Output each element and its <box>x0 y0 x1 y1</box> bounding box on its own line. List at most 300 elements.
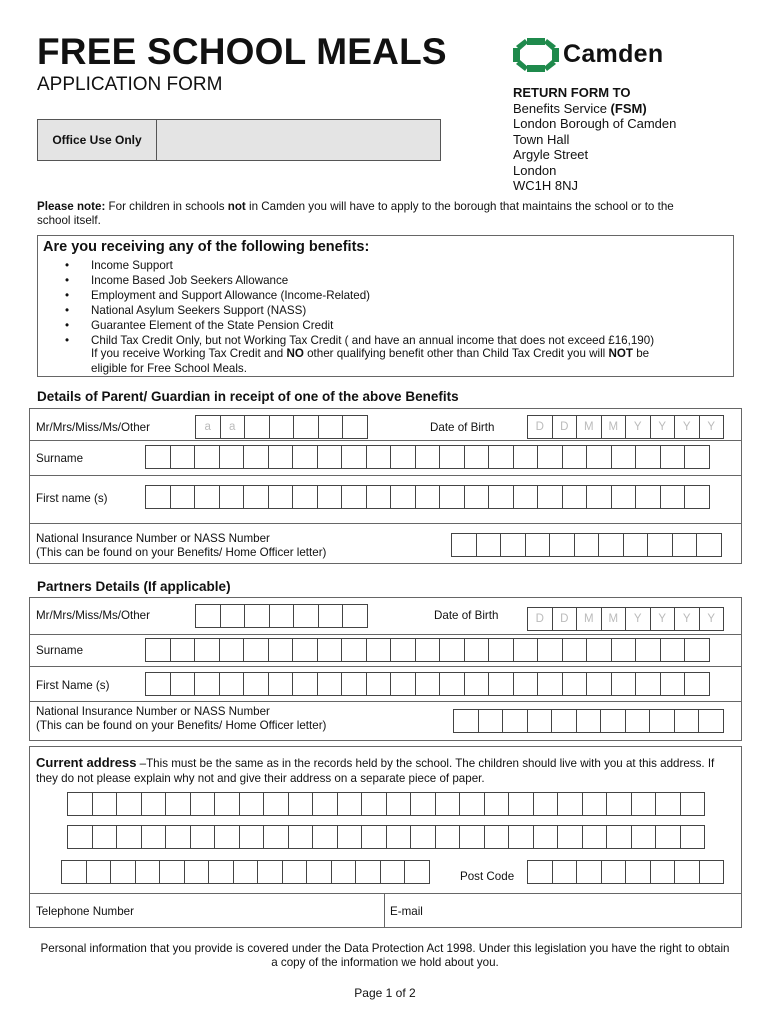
char-box[interactable] <box>557 825 583 849</box>
char-box[interactable] <box>680 792 706 816</box>
char-box[interactable] <box>537 638 563 662</box>
char-box[interactable] <box>453 709 479 733</box>
char-box[interactable] <box>635 638 661 662</box>
char-box[interactable] <box>243 445 269 469</box>
char-box[interactable] <box>61 860 87 884</box>
char-box[interactable] <box>194 445 220 469</box>
benefits-heading: Are you receiving any of the following benefits: <box>43 239 370 255</box>
char-box[interactable] <box>184 860 210 884</box>
char-box[interactable] <box>288 825 314 849</box>
char-box[interactable] <box>366 638 392 662</box>
char-box[interactable] <box>355 860 381 884</box>
char-box[interactable]: Y <box>625 607 651 631</box>
benefit-item: • Employment and Support Allowance (Income-Related) <box>61 288 654 303</box>
parent-title-boxes[interactable] <box>195 415 368 439</box>
char-box[interactable] <box>611 445 637 469</box>
char-box[interactable] <box>195 604 221 628</box>
char-box[interactable] <box>170 638 196 662</box>
parent-dob-label: Date of Birth <box>430 421 495 434</box>
char-box[interactable] <box>116 825 142 849</box>
char-box[interactable] <box>488 638 514 662</box>
char-box[interactable] <box>318 415 344 439</box>
char-box[interactable] <box>586 445 612 469</box>
char-box[interactable] <box>282 860 308 884</box>
char-box[interactable] <box>288 792 314 816</box>
char-box[interactable] <box>86 860 112 884</box>
partner-firstname-boxes[interactable] <box>145 672 710 696</box>
char-box[interactable] <box>92 825 118 849</box>
char-box[interactable] <box>625 860 651 884</box>
char-box[interactable] <box>243 672 269 696</box>
char-box[interactable] <box>165 792 191 816</box>
char-box[interactable] <box>660 485 686 509</box>
char-box[interactable] <box>342 604 368 628</box>
char-box[interactable] <box>439 672 465 696</box>
char-box[interactable] <box>318 604 344 628</box>
char-box[interactable] <box>404 860 430 884</box>
char-box[interactable] <box>660 445 686 469</box>
char-box[interactable] <box>513 445 539 469</box>
camden-logo-text: Camden <box>563 40 664 68</box>
char-box[interactable] <box>464 672 490 696</box>
char-box[interactable] <box>484 825 510 849</box>
char-box[interactable] <box>141 825 167 849</box>
char-box[interactable] <box>488 485 514 509</box>
char-box[interactable] <box>208 860 234 884</box>
char-box[interactable]: Y <box>650 415 676 439</box>
benefits-panel <box>37 235 734 377</box>
char-box[interactable] <box>337 825 363 849</box>
char-box[interactable] <box>170 485 196 509</box>
char-box[interactable] <box>243 638 269 662</box>
return-heading: RETURN FORM TO <box>513 85 631 100</box>
char-box[interactable] <box>631 792 657 816</box>
char-box[interactable] <box>306 860 332 884</box>
address-line-1-boxes[interactable] <box>67 792 705 816</box>
char-box[interactable] <box>684 485 710 509</box>
partner-panel <box>29 597 742 741</box>
note-text: For children in schools <box>105 200 228 213</box>
char-box[interactable] <box>611 485 637 509</box>
address-panel <box>29 746 742 928</box>
wtc-text: If you receive Working Tax Credit and <box>91 347 287 360</box>
form-title: FREE SCHOOL MEALS <box>37 31 447 72</box>
char-box[interactable] <box>464 638 490 662</box>
char-box[interactable] <box>145 638 171 662</box>
char-box[interactable] <box>696 533 722 557</box>
char-box[interactable] <box>699 860 725 884</box>
char-box[interactable] <box>552 860 578 884</box>
char-box[interactable] <box>439 445 465 469</box>
char-box[interactable] <box>562 672 588 696</box>
row-divider <box>30 634 741 635</box>
partner-firstname-label: First Name (s) <box>36 679 110 692</box>
telephone-field[interactable] <box>31 894 383 926</box>
email-field[interactable] <box>386 894 740 926</box>
char-box[interactable] <box>684 445 710 469</box>
char-box[interactable] <box>525 533 551 557</box>
benefit-item: • National Asylum Seekers Support (NASS) <box>61 303 654 318</box>
char-box[interactable]: Y <box>674 607 700 631</box>
office-use-label: Office Use Only <box>38 120 157 160</box>
char-box[interactable] <box>611 638 637 662</box>
char-box[interactable] <box>312 792 338 816</box>
char-box[interactable] <box>582 825 608 849</box>
char-box[interactable] <box>312 825 338 849</box>
char-box[interactable] <box>390 638 416 662</box>
parent-dob-boxes[interactable] <box>527 415 724 439</box>
char-box[interactable] <box>586 638 612 662</box>
char-box[interactable] <box>574 533 600 557</box>
char-box[interactable] <box>674 709 700 733</box>
char-box[interactable] <box>243 485 269 509</box>
char-box[interactable] <box>576 709 602 733</box>
char-box[interactable] <box>476 533 502 557</box>
return-line: London <box>513 162 557 178</box>
char-box[interactable] <box>67 792 93 816</box>
char-box[interactable] <box>484 792 510 816</box>
partner-ni-label: National Insurance Number or NASS Number <box>36 705 270 718</box>
char-box[interactable] <box>435 792 461 816</box>
char-box[interactable] <box>110 860 136 884</box>
row-divider <box>30 475 741 476</box>
parent-surname-boxes[interactable] <box>145 445 710 469</box>
char-box[interactable] <box>502 709 528 733</box>
char-box[interactable] <box>194 672 220 696</box>
char-box[interactable]: Y <box>625 415 651 439</box>
char-box[interactable] <box>625 709 651 733</box>
char-box[interactable] <box>219 445 245 469</box>
char-box[interactable] <box>219 485 245 509</box>
char-box[interactable] <box>341 445 367 469</box>
char-box[interactable] <box>244 415 270 439</box>
char-box[interactable] <box>269 604 295 628</box>
column-divider <box>384 893 385 927</box>
return-address <box>513 85 676 194</box>
char-box[interactable] <box>410 792 436 816</box>
wtc-text: be <box>632 347 650 360</box>
char-box[interactable] <box>660 672 686 696</box>
char-box[interactable] <box>500 533 526 557</box>
postcode-label: Post Code <box>460 870 515 883</box>
char-box[interactable] <box>214 792 240 816</box>
char-box[interactable] <box>269 415 295 439</box>
partner-title-boxes[interactable] <box>195 604 368 628</box>
partner-dob-label: Date of Birth <box>434 609 499 622</box>
char-box[interactable] <box>684 638 710 662</box>
char-box[interactable] <box>655 792 681 816</box>
char-box[interactable]: Y <box>650 607 676 631</box>
partner-ni-boxes[interactable] <box>453 709 724 733</box>
char-box[interactable] <box>292 485 318 509</box>
partner-ni-note: (This can be found on your Benefits/ Home Officer letter) <box>36 719 327 732</box>
char-box[interactable] <box>635 672 661 696</box>
char-box[interactable] <box>698 709 724 733</box>
char-box[interactable] <box>415 485 441 509</box>
char-box[interactable]: D <box>552 415 578 439</box>
char-box[interactable] <box>170 445 196 469</box>
char-box[interactable] <box>680 825 706 849</box>
char-box[interactable] <box>257 860 283 884</box>
char-box[interactable] <box>342 415 368 439</box>
char-box[interactable] <box>611 672 637 696</box>
row-divider <box>30 666 741 667</box>
row-divider <box>30 523 741 524</box>
char-box[interactable] <box>190 825 216 849</box>
char-box[interactable] <box>159 860 185 884</box>
char-box[interactable] <box>439 485 465 509</box>
return-line: WC1H 8NJ <box>513 178 579 193</box>
char-box[interactable] <box>386 792 412 816</box>
char-box[interactable] <box>435 825 461 849</box>
char-box[interactable] <box>451 533 477 557</box>
char-box[interactable]: M <box>601 415 627 439</box>
partner-surname-boxes[interactable] <box>145 638 710 662</box>
char-box[interactable] <box>390 672 416 696</box>
char-box[interactable] <box>190 792 216 816</box>
telephone-label: Telephone Number <box>36 905 134 918</box>
return-line: Town Hall <box>513 131 570 147</box>
address-line-2-boxes[interactable] <box>67 825 705 849</box>
please-note <box>37 200 707 228</box>
char-box[interactable] <box>660 638 686 662</box>
postcode-boxes[interactable] <box>527 860 724 884</box>
char-box[interactable] <box>317 445 343 469</box>
char-box[interactable] <box>219 638 245 662</box>
char-box[interactable] <box>527 709 553 733</box>
char-box[interactable] <box>533 825 559 849</box>
char-box[interactable] <box>170 672 196 696</box>
char-box[interactable] <box>317 485 343 509</box>
char-box[interactable]: M <box>576 415 602 439</box>
wtc-bold: NO <box>286 347 304 360</box>
return-dept-code: (FSM) <box>610 100 647 116</box>
char-box[interactable] <box>459 792 485 816</box>
char-box[interactable] <box>508 792 534 816</box>
char-box[interactable] <box>165 825 191 849</box>
char-box[interactable] <box>635 445 661 469</box>
char-box[interactable] <box>293 415 319 439</box>
benefit-item: • Child Tax Credit Only, but not Working Tax Credit ( and have an annual income that does not exceed £16,190) <box>61 333 654 348</box>
char-box[interactable]: D <box>552 607 578 631</box>
address-text: –This must be the same as in the records held by the school. The children should live with you at this address. If they do not please explain why not and give their address on a separate piece of paper. <box>36 757 715 785</box>
char-box[interactable] <box>116 792 142 816</box>
char-box[interactable] <box>317 638 343 662</box>
char-box[interactable] <box>415 445 441 469</box>
char-box[interactable] <box>341 638 367 662</box>
char-box[interactable] <box>606 792 632 816</box>
char-box[interactable] <box>366 445 392 469</box>
wtc-text: other qualifying benefit other than Child Tax Credit you will <box>303 347 609 360</box>
row-divider <box>30 701 741 702</box>
office-use-field[interactable] <box>157 120 440 160</box>
char-box[interactable] <box>390 485 416 509</box>
char-box[interactable] <box>390 445 416 469</box>
char-box[interactable] <box>562 485 588 509</box>
char-box[interactable] <box>361 792 387 816</box>
char-box[interactable] <box>220 604 246 628</box>
partner-dob-boxes[interactable] <box>527 607 724 631</box>
char-box[interactable] <box>649 709 675 733</box>
char-box[interactable] <box>194 638 220 662</box>
char-box[interactable] <box>623 533 649 557</box>
char-box[interactable] <box>214 825 240 849</box>
parent-surname-label: Surname <box>36 452 84 465</box>
parent-section-title: Details of Parent/ Guardian in receipt of one of the above Benefits <box>37 389 459 404</box>
partner-surname-label: Surname <box>36 644 84 657</box>
note-prefix: Please note: <box>37 200 106 213</box>
char-box[interactable] <box>366 485 392 509</box>
char-box[interactable] <box>631 825 657 849</box>
parent-firstname-label: First name (s) <box>36 492 108 505</box>
char-box[interactable] <box>537 445 563 469</box>
char-box[interactable] <box>601 860 627 884</box>
parent-ni-note: (This can be found on your Benefits/ Home Officer letter) <box>36 546 327 559</box>
camden-logo <box>513 38 683 72</box>
char-box[interactable] <box>268 445 294 469</box>
char-box[interactable] <box>586 485 612 509</box>
char-box[interactable] <box>562 445 588 469</box>
benefit-item: • Income Based Job Seekers Allowance <box>61 273 654 288</box>
char-box[interactable] <box>549 533 575 557</box>
char-box[interactable] <box>557 792 583 816</box>
char-box[interactable] <box>194 485 220 509</box>
char-box[interactable] <box>586 672 612 696</box>
char-box[interactable] <box>415 638 441 662</box>
parent-ni-boxes[interactable] <box>451 533 722 557</box>
char-box[interactable] <box>366 672 392 696</box>
char-box[interactable] <box>219 672 245 696</box>
row-divider <box>30 440 741 441</box>
char-box[interactable]: a <box>220 415 246 439</box>
char-box[interactable] <box>537 485 563 509</box>
char-box[interactable] <box>582 792 608 816</box>
char-box[interactable] <box>606 825 632 849</box>
parent-firstname-boxes[interactable] <box>145 485 710 509</box>
char-box[interactable] <box>268 485 294 509</box>
char-box[interactable] <box>145 445 171 469</box>
char-box[interactable]: Y <box>674 415 700 439</box>
char-box[interactable] <box>292 638 318 662</box>
char-box[interactable] <box>551 709 577 733</box>
char-box[interactable] <box>478 709 504 733</box>
char-box[interactable] <box>317 672 343 696</box>
char-box[interactable] <box>244 604 270 628</box>
char-box[interactable] <box>415 672 441 696</box>
char-box[interactable] <box>513 638 539 662</box>
char-box[interactable] <box>684 672 710 696</box>
char-box[interactable] <box>293 604 319 628</box>
char-box[interactable] <box>600 709 626 733</box>
char-box[interactable] <box>292 672 318 696</box>
char-box[interactable]: D <box>527 415 553 439</box>
return-dept: Benefits Service <box>513 100 611 116</box>
char-box[interactable] <box>92 792 118 816</box>
char-box[interactable] <box>233 860 259 884</box>
char-box[interactable] <box>341 485 367 509</box>
parent-title-label: Mr/Mrs/Miss/Ms/Other <box>36 421 150 434</box>
return-line: London Borough of Camden <box>513 116 677 131</box>
char-box[interactable] <box>239 825 265 849</box>
char-box[interactable] <box>331 860 357 884</box>
char-box[interactable] <box>562 638 588 662</box>
page-number: Page 1 of 2 <box>354 986 416 1000</box>
char-box[interactable]: M <box>601 607 627 631</box>
char-box[interactable] <box>337 792 363 816</box>
char-box[interactable] <box>635 485 661 509</box>
char-box[interactable] <box>239 792 265 816</box>
char-box[interactable] <box>533 792 559 816</box>
char-box[interactable] <box>268 638 294 662</box>
char-box[interactable] <box>292 445 318 469</box>
parent-ni-label: National Insurance Number or NASS Number <box>36 532 270 545</box>
email-label: E-mail <box>390 905 423 918</box>
char-box[interactable] <box>386 825 412 849</box>
char-box[interactable] <box>341 672 367 696</box>
char-box[interactable] <box>655 825 681 849</box>
char-box[interactable]: Y <box>699 607 725 631</box>
char-box[interactable] <box>380 860 406 884</box>
char-box[interactable]: M <box>576 607 602 631</box>
partner-title-label: Mr/Mrs/Miss/Ms/Other <box>36 609 150 622</box>
char-box[interactable] <box>464 445 490 469</box>
address-instructions <box>36 755 736 786</box>
char-box[interactable] <box>527 860 553 884</box>
char-box[interactable] <box>141 792 167 816</box>
char-box[interactable] <box>268 672 294 696</box>
char-box[interactable] <box>459 825 485 849</box>
char-box[interactable] <box>145 485 171 509</box>
char-box[interactable] <box>410 825 436 849</box>
char-box[interactable] <box>537 672 563 696</box>
char-box[interactable] <box>464 485 490 509</box>
char-box[interactable] <box>513 485 539 509</box>
char-box[interactable] <box>672 533 698 557</box>
char-box[interactable] <box>263 792 289 816</box>
char-box[interactable] <box>361 825 387 849</box>
return-line <box>513 101 676 117</box>
char-box[interactable]: Y <box>699 415 725 439</box>
parent-panel <box>29 408 742 564</box>
char-box[interactable] <box>598 533 624 557</box>
note-text: in Camden you will have to apply to the borough that maintains the school or to the school itself. <box>37 200 674 227</box>
office-use-box <box>37 119 441 161</box>
char-box[interactable]: a <box>195 415 221 439</box>
char-box[interactable] <box>674 860 700 884</box>
char-box[interactable] <box>650 860 676 884</box>
char-box[interactable] <box>439 638 465 662</box>
wtc-note <box>91 346 649 376</box>
char-box[interactable] <box>576 860 602 884</box>
note-bold: not <box>227 200 246 213</box>
wtc-bold: NOT <box>608 347 633 360</box>
char-box[interactable]: D <box>527 607 553 631</box>
benefit-item: • Income Support <box>61 258 654 273</box>
char-box[interactable] <box>508 825 534 849</box>
partner-section-title: Partners Details (If applicable) <box>37 579 231 594</box>
char-box[interactable] <box>135 860 161 884</box>
char-box[interactable] <box>488 672 514 696</box>
return-line: Argyle Street <box>513 147 589 162</box>
char-box[interactable] <box>513 672 539 696</box>
camden-logo-mark-icon <box>513 38 559 72</box>
char-box[interactable] <box>263 825 289 849</box>
char-box[interactable] <box>145 672 171 696</box>
char-box[interactable] <box>488 445 514 469</box>
address-line-3-boxes[interactable] <box>61 860 430 884</box>
char-box[interactable] <box>647 533 673 557</box>
char-box[interactable] <box>67 825 93 849</box>
